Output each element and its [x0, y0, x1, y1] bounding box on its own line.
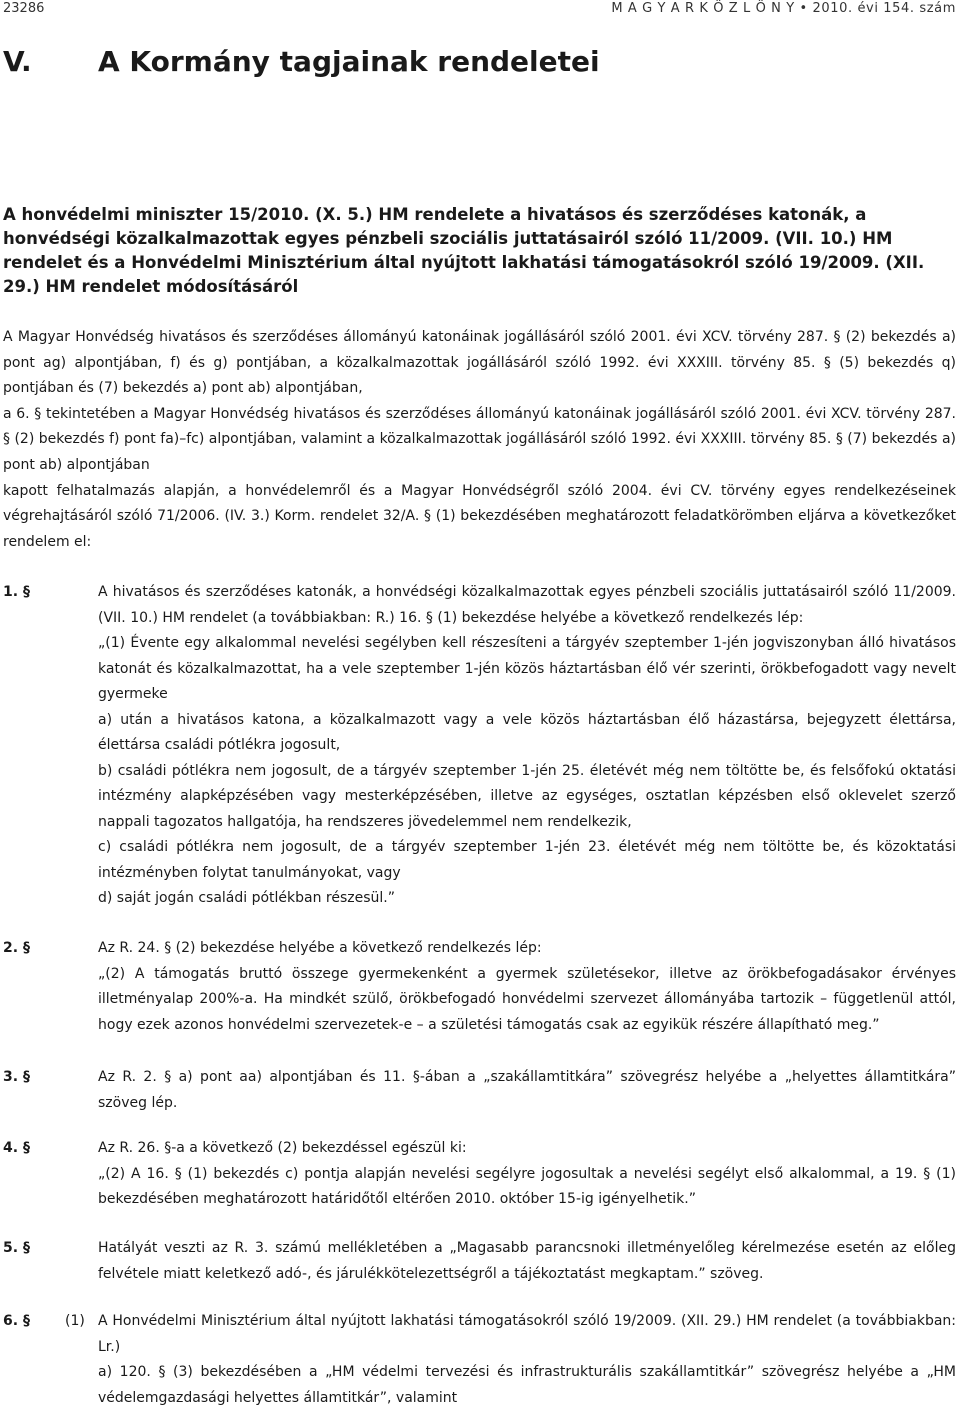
- paragraph-number: (1): [65, 1313, 85, 1329]
- section-sign: §: [23, 1069, 30, 1085]
- article-number: 6.: [3, 1313, 19, 1329]
- preamble-paragraph: a 6. § tekintetében a Magyar Honvédség hivatásos és szerződéses állományú katonáinak jogállásáról szóló 2001. évi XCV. törvény 287. § (2) bekezdés f) pont fa)–fc) alpontjában, valamint a közalkalmazottak jogállásáról szóló 1992. évi XXXIII. törvény 85. § (7) bekezdés a) pont ab) alpontjában: [3, 405, 956, 473]
- section-heading: [3, 45, 600, 78]
- article-number: 1.: [3, 584, 19, 600]
- article-3: [3, 1065, 956, 1116]
- article-number: 4.: [3, 1140, 19, 1156]
- article-6: [3, 1309, 956, 1411]
- article-content: [98, 936, 956, 1038]
- preamble-paragraph: kapott felhatalmazás alapján, a honvédelemről és a Magyar Honvédségről szóló 2004. évi CV. törvény egyes rendelkezéseinek végrehajtásáról szóló 71/2006. (IV. 3.) Korm. rendelet 32/A. § (1) bekezdésében meghatározott feladatkörömben eljárva a következőket rendelem el:: [3, 482, 956, 550]
- article-paragraph: A hivatásos és szerződéses katonák, a honvédségi közalkalmazottak egyes pénzbeli szociális juttatásairól szóló 11/2009. (VII. 10.) HM rendelet (a továbbiakban: R.) 16. § (1) bekezdése helyébe a következő rendelkezés lép:: [98, 584, 956, 626]
- decree-title: A honvédelmi miniszter 15/2010. (X. 5.) HM rendelete a hivatásos és szerződéses katonák, a honvédségi közalkalmazottak egyes pénzbeli szociális juttatásairól szóló 11/2009. (VII. 10.) HM rendelet és a Honvédelmi Minisztérium által nyújtott lakhatási támogatásokról szóló 19/2009. (XII. 29.) HM rendelet módosításáról: [3, 205, 925, 296]
- article-paragraph: a) 120. § (3) bekezdésében a „HM védelmi tervezési és infrastrukturális szakállamtitkár” szövegrész helyébe a „HM védelemgazdasági helyettes államtitkár”, valamint: [98, 1364, 956, 1406]
- article-paragraph: a) után a hivatásos katona, a közalkalmazott vagy a vele közös háztartásban élő házastársa, bejegyzett élettársa, élettársa családi pótlékra jogosult,: [98, 711, 956, 753]
- article-paragraph: d) saját jogán családi pótlékban részesül.”: [98, 890, 396, 906]
- article-paragraph: Hatályát veszti az R. 3. számú mellékletében a „Magasabb parancsnoki illetményelőleg kérelmezése esetén az előleg felvétele miatt keletkező adó-, és járulékkötelezettségről a tájékoztatást megkaptam.” szöveg.: [98, 1240, 956, 1282]
- preamble: [3, 325, 956, 555]
- section-title: A Kormány tagjainak rendeletei: [98, 45, 600, 78]
- article-4: [3, 1136, 956, 1213]
- article-paragraph: Az R. 24. § (2) bekezdése helyébe a következő rendelkezés lép:: [98, 940, 542, 956]
- article-content: [98, 580, 956, 912]
- article-paragraph: Az R. 2. § a) pont aa) alpontjában és 11. §-ában a „szakállamtitkára” szövegrész helyébe a „helyettes államtitkára” szöveg lép.: [98, 1069, 956, 1111]
- article-content: [98, 1309, 956, 1411]
- article-paragraph: „(1) Évente egy alkalommal nevelési segélyben kell részesíteni a tárgyév szeptember 1-jén jogviszonyban álló hivatásos katonát és közalkalmazottat, ha a vele szeptember 1-jén közös háztartásban élő vér szerinti, örökbefogadott vagy nevelt gyermeke: [98, 635, 956, 702]
- article-number: 3.: [3, 1069, 19, 1085]
- article-paragraph: „(2) A támogatás bruttó összege gyermekenként a gyermek születésekor, illetve az örökbefogadásakor érvényes illetményalap 200%-a. Ha mindkét szülő, örökbefogadó honvédelmi szervezet állományába tartozik – függetlenül attól, hogy ezek azonos honvédelmi szervezetek-e – a születési támogatás csak az egyikük részére állapítható meg.”: [98, 965, 956, 1033]
- section-sign: §: [23, 940, 30, 956]
- article-2: [3, 936, 956, 1038]
- article-paragraph: b) családi pótlékra nem jogosult, de a tárgyév szeptember 1-jén 25. életévét még nem töltötte be, és felsőfokú oktatási intézmény alapképzésében vagy mesterképzésében, illetve az egységes, osztatlan képzésben első oklevelet szerző nappali tagozatos hallgatója, ha rendszeres jövedelemmel nem rendelkezik,: [98, 762, 956, 830]
- section-sign: §: [23, 1240, 30, 1256]
- page-header: [0, 0, 960, 22]
- article-1: [3, 580, 956, 912]
- article-number: 5.: [3, 1240, 19, 1256]
- gazette-running-title: M A G Y A R K Ö Z L Ö N Y • 2010. évi 154. szám: [611, 1, 956, 16]
- section-sign: §: [23, 1140, 30, 1156]
- section-number: V.: [3, 45, 32, 78]
- article-number: 2.: [3, 940, 19, 956]
- section-sign: §: [23, 584, 30, 600]
- page-number: 23286: [3, 1, 45, 16]
- article-content: [98, 1236, 956, 1287]
- section-sign: §: [23, 1313, 30, 1329]
- article-paragraph: A Honvédelmi Minisztérium által nyújtott lakhatási támogatásokról szóló 19/2009. (XII. 29.) HM rendelet (a továbbiakban: Lr.): [98, 1313, 956, 1355]
- article-paragraph: „(2) A 16. § (1) bekezdés c) pontja alapján nevelési segélyre jogosultak a nevelési segélyt első alkalommal, a 19. § (1) bekezdésében meghatározott határidőtől eltérően 2010. október 15-ig igényelhetik.”: [98, 1165, 956, 1207]
- preamble-paragraph: A Magyar Honvédség hivatásos és szerződéses állományú katonáinak jogállásáról szóló 2001. évi XCV. törvény 287. § (2) bekezdés a) pont ag) alpontjában, f) és g) pontjában, a közalkalmazottak jogállásáról szóló 1992. évi XXXIII. törvény 85. § (5) bekezdés q) pontjában és (7) bekezdés a) pont ab) alpontjában,: [3, 329, 956, 397]
- article-5: [3, 1236, 956, 1287]
- article-paragraph: Az R. 26. §-a a következő (2) bekezdéssel egészül ki:: [98, 1140, 467, 1156]
- article-paragraph: c) családi pótlékra nem jogosult, de a tárgyév szeptember 1-jén 23. életévét még nem töltötte be, és közoktatási intézményben folytat tanulmányokat, vagy: [98, 839, 956, 881]
- article-content: [98, 1065, 956, 1116]
- article-content: [98, 1136, 956, 1213]
